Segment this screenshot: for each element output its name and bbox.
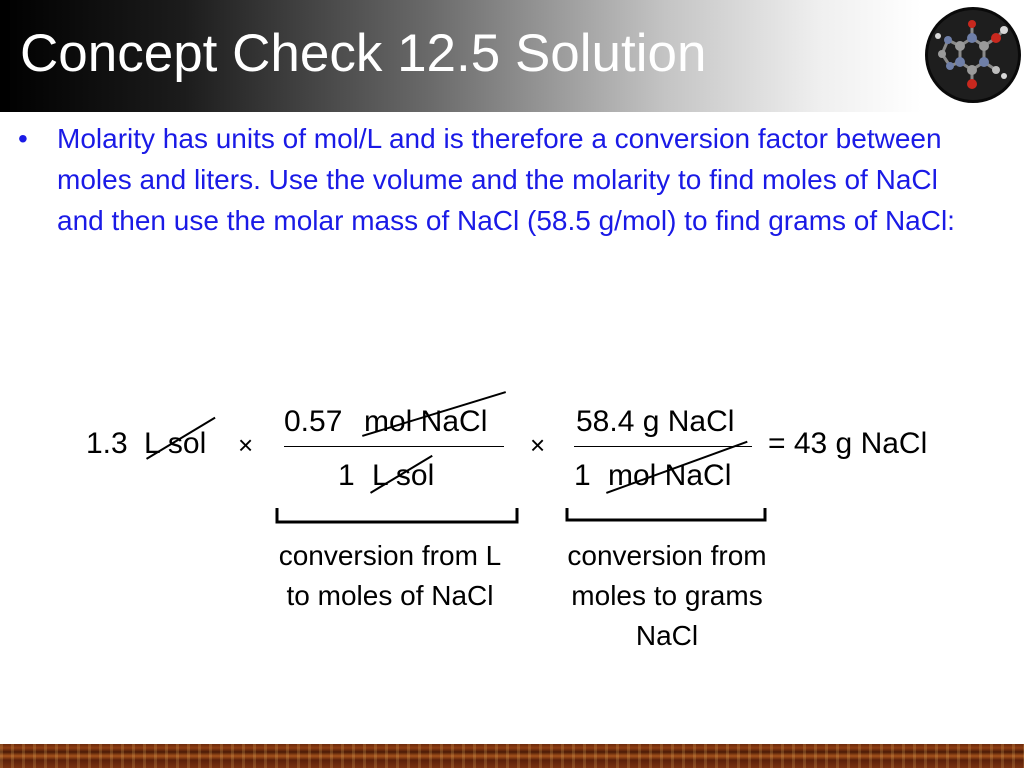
bullet-marker: • <box>18 123 28 154</box>
bullet-text: Molarity has units of mol/L and is therefore a conversion factor between moles and liters. Use the volume and the molarity to find moles of NaCl and then use the molar mass of NaCl (58.5 g/mol) to find grams of NaCl: <box>57 123 955 236</box>
frac1-denominator-value: 1 <box>338 459 355 492</box>
bottom-decorative-strip <box>0 744 1024 768</box>
start-value: 1.3 <box>86 427 128 460</box>
slide-title: Concept Check 12.5 Solution <box>20 24 707 83</box>
brace-left <box>274 506 520 526</box>
fraction-bar-2 <box>574 446 752 447</box>
frac2-denominator-value: 1 <box>574 459 591 492</box>
frac2-denominator-unit: mol NaCl <box>608 459 732 492</box>
frac1-denominator-unit: L sol <box>372 459 435 492</box>
fraction-bar-1 <box>284 446 504 447</box>
start-unit: L sol <box>144 427 207 460</box>
brace-right <box>564 506 768 526</box>
frac2-numerator: 58.4 g NaCl <box>576 405 735 438</box>
molecule-icon <box>924 6 1022 104</box>
multiply-sign-2: × <box>530 430 546 460</box>
result: = 43 g NaCl <box>768 427 928 460</box>
caption-right: conversion from moles to grams NaCl <box>567 540 767 651</box>
title-bar-edge <box>0 0 10 112</box>
multiply-sign-1: × <box>238 430 254 460</box>
caption-left: conversion from L to moles of NaCl <box>278 540 502 611</box>
title-bar <box>0 0 1024 112</box>
frac1-numerator-unit: mol NaCl <box>364 405 488 438</box>
frac1-numerator-value: 0.57 <box>284 405 343 438</box>
